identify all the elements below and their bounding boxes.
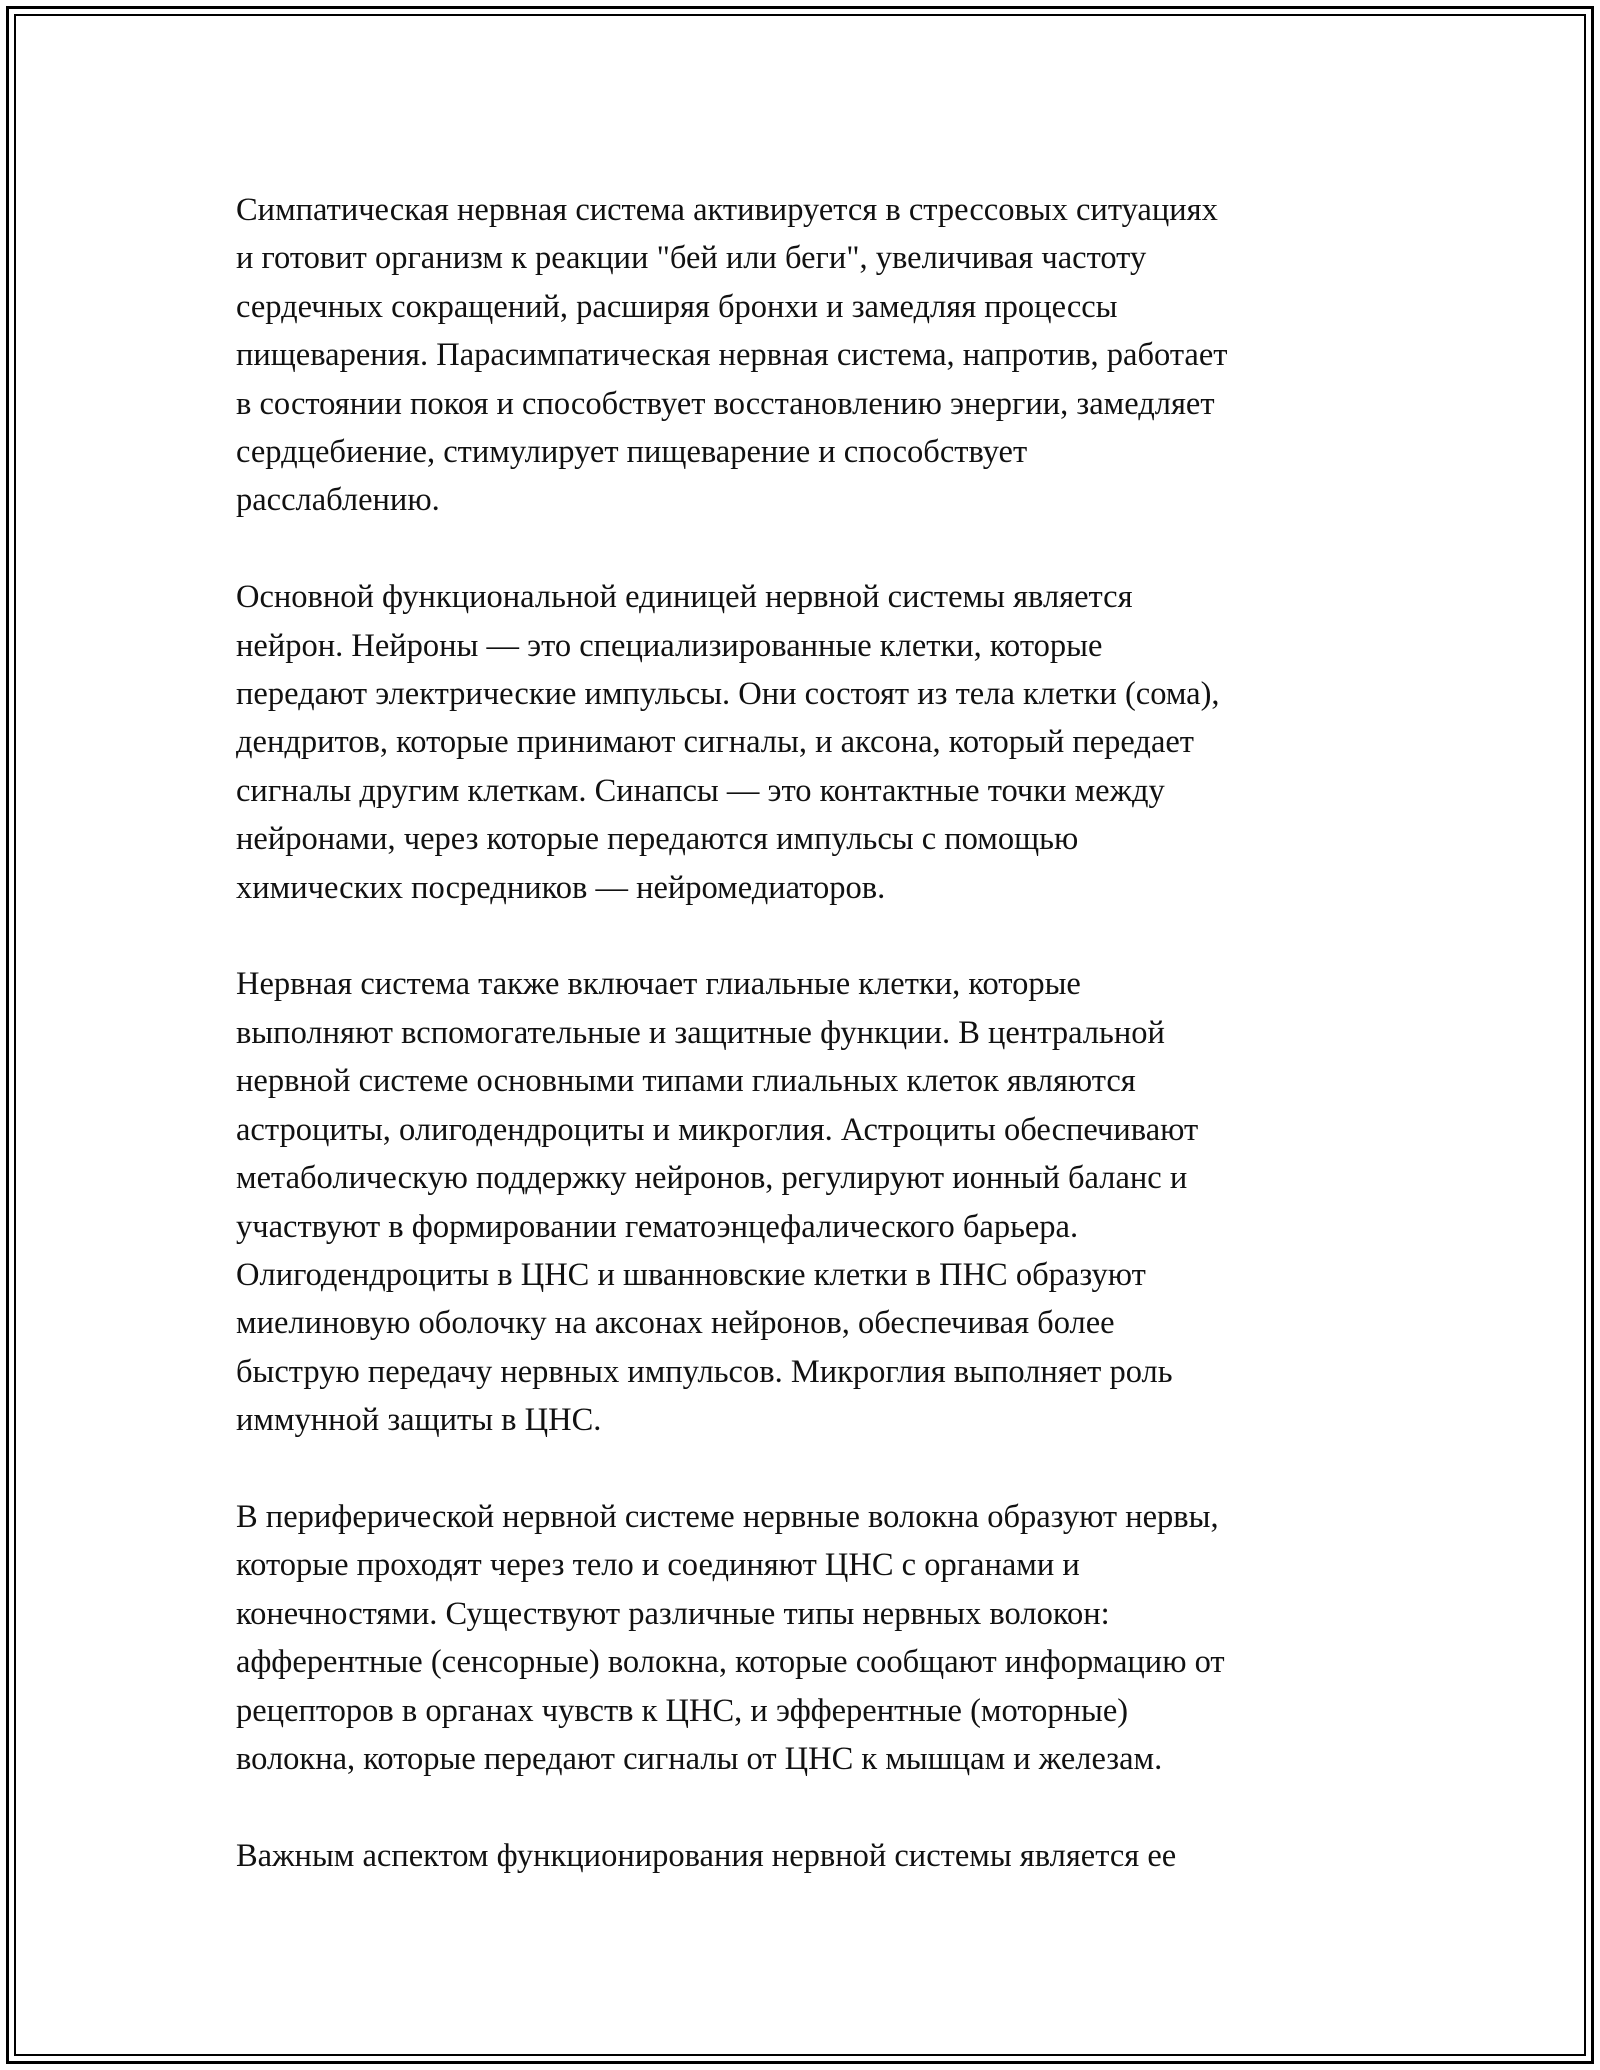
text-line: передают электрические импульсы. Они состоят из тела клетки (сома), [236,676,1220,713]
text-line: Важным аспектом функционирования нервной системы является ее [236,1837,1177,1874]
text-line: астроциты, олигодендроциты и микроглия. Астроциты обеспечивают [236,1111,1199,1148]
text-line: Олигодендроциты в ЦНС и шванновские клетки в ПНС образуют [236,1256,1146,1293]
text-line: Основной функциональной единицей нервной системы является [236,579,1133,616]
text-line: сердечных сокращений, расширяя бронхи и замедляя процессы [236,288,1118,325]
text-line: рецепторов в органах чувств к ЦНС, и эфферентные (моторные) [236,1692,1129,1729]
document-body [236,186,1366,1929]
text-line: быструю передачу нервных импульсов. Микроглия выполняет роль [236,1353,1173,1390]
paragraph-peripheral [236,1493,1366,1783]
paragraph-important-aspect [236,1832,1366,1880]
text-line: миелиновую оболочку на аксонах нейронов, обеспечивая более [236,1305,1115,1342]
text-line: расслаблению. [236,482,440,519]
text-line: выполняют вспомогательные и защитные функции. В центральной [236,1014,1165,1051]
text-line: Симпатическая нервная система активируется в стрессовых ситуациях [236,192,1218,228]
text-line: химических посредников — нейромедиаторов. [236,869,886,906]
text-line: нервной системе основными типами глиальных клеток являются [236,1063,1136,1100]
paragraph-neuron [236,573,1366,912]
text-line: волокна, которые передают сигналы от ЦНС к мышцам и железам. [236,1740,1163,1777]
text-line: пищеварения. Парасимпатическая нервная система, напротив, работает [236,337,1228,374]
text-line: дендритов, которые принимают сигналы, и аксона, который передает [236,724,1195,761]
text-line: В периферической нервной системе нервные волокна образуют нервы, [236,1498,1219,1535]
paragraph-sympathetic [236,186,1366,525]
text-line: Нервная система также включает глиальные клетки, которые [236,966,1081,1003]
text-line: участвуют в формировании гематоэнцефалического барьера. [236,1208,1079,1245]
text-line: иммунной защиты в ЦНС. [236,1402,602,1439]
text-line: в состоянии покоя и способствует восстановлению энергии, замедляет [236,385,1215,422]
text-line: сигналы другим клеткам. Синапсы — это контактные точки между [236,772,1165,809]
text-line: нейрон. Нейроны — это специализированные клетки, которые [236,627,1103,664]
text-line: нейронами, через которые передаются импульсы с помощью [236,821,1079,858]
text-line: сердцебиение, стимулирует пищеварение и способствует [236,434,1028,471]
text-line: конечностями. Существуют различные типы нервных волокон: [236,1595,1110,1632]
text-line: метаболическую поддержку нейронов, регулируют ионный баланс и [236,1160,1188,1197]
text-line: и готовит организм к реакции "бей или беги", увеличивая частоту [236,240,1147,277]
paragraph-glial [236,960,1366,1444]
text-line: которые проходят через тело и соединяют ЦНС с органами и [236,1547,1080,1584]
text-line: афферентные (сенсорные) волокна, которые сообщают информацию от [236,1644,1225,1681]
